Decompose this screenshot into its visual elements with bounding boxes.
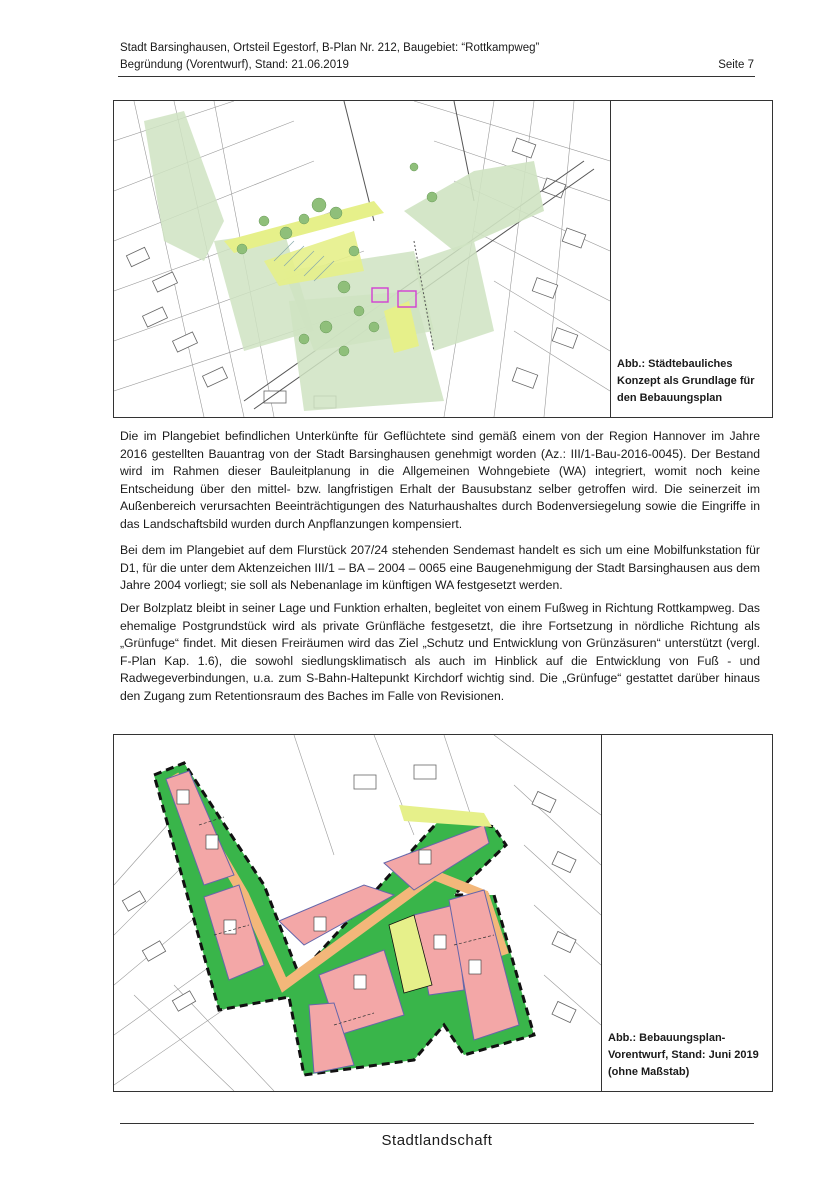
header-divider xyxy=(118,76,755,77)
page-number: Seite 7 xyxy=(718,59,754,71)
figure-caption: Abb.: Städtebauliches Konzept als Grundlage für den Bebauungsplan xyxy=(617,358,755,404)
header-subtitle: Begründung (Vorentwurf), Stand: 21.06.2019 xyxy=(120,59,349,71)
page-header xyxy=(120,40,754,74)
body-paragraph-2: Bei dem im Plangebiet auf dem Flurstück 207/24 stehenden Sendemast handelt es sich um eine Mobilfunkstation für D1, für die unter dem Aktenzeichen III/1 – BA – 2004 – 0065 eine Baugenehmigung der Stadt Barsinghausen aus dem Jahre 2004 vorliegt; sie soll als Nebenanlage im künftigen WA festgesetzt werden. xyxy=(120,543,760,593)
body-paragraph-3: Der Bolzplatz bleibt in seiner Lage und Funktion erhalten, begleitet von einem Fußweg in Richtung Rottkampweg. Das ehemalige Postgrundstück wird als private Grünfläche festgesetzt, die ihre Fortsetzung in nördliche Richtung als „Grünfuge“ findet. Mit diesen Freiräumen wird das Ziel „Schutz und Entwicklung von Grünzäsuren“ unterstützt (vergl. F-Plan Kap. 1.6), die sowohl siedlungsklimatisch als auch im Hinblick auf die Entwicklung von Fuß - und Radwegeverbindungen, u.a. zum S-Bahn-Haltepunkt Kirchdorf wichtig sind. Die „Grünfuge“ gestattet darüber hinaus den Zugang zum Retentionsraum des Baches im Falle von Revisionen. xyxy=(120,601,760,703)
figure-caption: Abb.: Bebauungsplan-Vorentwurf, Stand: Juni 2019 (ohne Maßstab) xyxy=(608,1032,759,1078)
body-paragraph-1: Die im Plangebiet befindlichen Unterkünfte für Geflüchtete sind gemäß einem von der Region Hannover im Jahre 2016 gestellten Bauantrag von der Stadt Barsinghausen genehmigt worden (Az.: III/1-Bau-2016-0045). Der Bestand wird im Rahmen dieser Bauleitplanung in die Allgemeinen Wohngebiete (WA) integriert, womit noch keine Entscheidung über den mittel- bzw. langfristigen Erhalt der Bausubstanz selber getroffen wird. Die seinerzeit im Außenbereich verursachten Beeinträchtigungen des Naturhaushaltes durch Bodenversiegelung sowie die Eingriffe in das Landschaftsbild wurden durch Anpflanzungen kompensiert. xyxy=(120,429,760,531)
figure-urban-concept xyxy=(113,100,773,418)
header-title: Stadt Barsinghausen, Ortsteil Egestorf, B-Plan Nr. 212, Baugebiet: “Rottkampweg” xyxy=(120,42,540,54)
page-footer: Stadtlandschaft xyxy=(381,1132,493,1149)
zoning-plan-map xyxy=(114,735,602,1091)
footer-divider xyxy=(120,1123,754,1124)
urban-concept-map xyxy=(114,101,611,417)
figure-zoning-plan xyxy=(113,734,773,1092)
